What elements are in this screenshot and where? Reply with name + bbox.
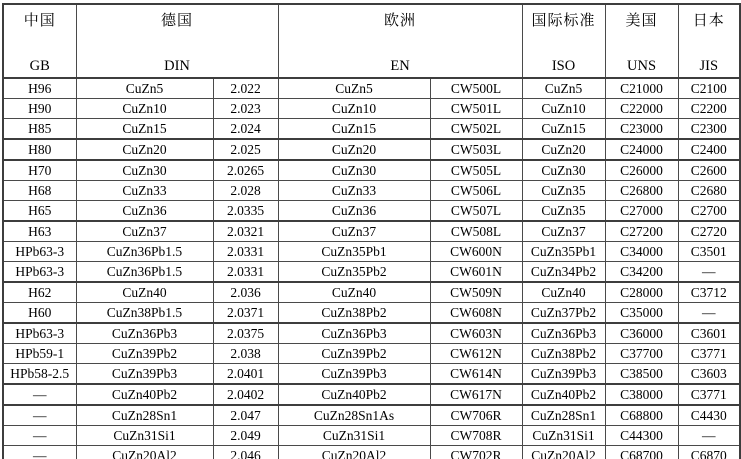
cell-jis: C2700 (678, 201, 740, 222)
header-japan-country: 日本 (692, 13, 725, 29)
cell-din-name: CuZn39Pb3 (76, 364, 213, 385)
cell-gb: — (3, 405, 76, 426)
table-row (3, 364, 740, 385)
cell-en-name: CuZn33 (278, 181, 430, 201)
cell-en-name: CuZn40 (278, 282, 430, 303)
table-row (3, 446, 740, 459)
header-iso-code: ISO (551, 58, 576, 74)
cell-iso: CuZn28Sn1 (522, 405, 605, 426)
cell-uns: C21000 (605, 78, 678, 99)
cell-din-number: 2.028 (213, 181, 278, 201)
cell-en-number: CW507L (430, 201, 522, 222)
brass-standards-table (2, 3, 741, 459)
table-row (3, 344, 740, 364)
table-row (3, 139, 740, 160)
cell-en-name: CuZn39Pb2 (278, 344, 430, 364)
cell-en-number: CW614N (430, 364, 522, 385)
cell-din-number: 2.038 (213, 344, 278, 364)
header-europe-country: 欧洲 (384, 13, 417, 29)
cell-en-number: CW506L (430, 181, 522, 201)
cell-iso: CuZn5 (522, 78, 605, 99)
cell-jis: C3601 (678, 323, 740, 344)
cell-iso: CuZn39Pb3 (522, 364, 605, 385)
cell-iso: CuZn37 (522, 221, 605, 242)
table-row (3, 201, 740, 222)
cell-iso: CuZn40Pb2 (522, 384, 605, 405)
cell-jis: — (678, 303, 740, 324)
cell-en-number: CW706R (430, 405, 522, 426)
table-row (3, 221, 740, 242)
cell-jis: C3771 (678, 384, 740, 405)
cell-en-name: CuZn28Sn1As (278, 405, 430, 426)
cell-uns: C24000 (605, 139, 678, 160)
cell-gb: HPb63-3 (3, 323, 76, 344)
cell-en-number: CW508L (430, 221, 522, 242)
cell-jis: C2680 (678, 181, 740, 201)
table-row (3, 323, 740, 344)
cell-din-name: CuZn31Si1 (76, 426, 213, 446)
cell-en-number: CW505L (430, 160, 522, 181)
cell-gb: H65 (3, 201, 76, 222)
header-usa-country: 美国 (625, 13, 658, 29)
cell-din-name: CuZn10 (76, 99, 213, 119)
cell-en-name: CuZn20 (278, 139, 430, 160)
cell-jis: C4430 (678, 405, 740, 426)
cell-en-name: CuZn15 (278, 119, 430, 140)
cell-din-name: CuZn15 (76, 119, 213, 140)
cell-jis: C2200 (678, 99, 740, 119)
cell-en-number: CW612N (430, 344, 522, 364)
cell-uns: C35000 (605, 303, 678, 324)
cell-en-name: CuZn10 (278, 99, 430, 119)
cell-jis: C2400 (678, 139, 740, 160)
header-iso (522, 4, 605, 78)
cell-din-name: CuZn5 (76, 78, 213, 99)
cell-jis: — (678, 262, 740, 283)
cell-en-name: CuZn30 (278, 160, 430, 181)
cell-iso: CuZn20 (522, 139, 605, 160)
cell-din-name: CuZn33 (76, 181, 213, 201)
cell-uns: C37700 (605, 344, 678, 364)
cell-uns: C38500 (605, 364, 678, 385)
cell-iso: CuZn30 (522, 160, 605, 181)
cell-jis: C3712 (678, 282, 740, 303)
cell-gb: H70 (3, 160, 76, 181)
cell-uns: C26000 (605, 160, 678, 181)
cell-en-number: CW502L (430, 119, 522, 140)
cell-uns: C34000 (605, 242, 678, 262)
header-usa-code: UNS (627, 58, 657, 74)
cell-din-name: CuZn20Al2 (76, 446, 213, 459)
cell-en-name: CuZn38Pb2 (278, 303, 430, 324)
cell-jis: C2100 (678, 78, 740, 99)
table-row (3, 181, 740, 201)
cell-jis: — (678, 426, 740, 446)
header-japan-code: JIS (699, 58, 719, 74)
cell-din-number: 2.0265 (213, 160, 278, 181)
table-row (3, 384, 740, 405)
cell-gb: H63 (3, 221, 76, 242)
table-body (3, 78, 740, 459)
cell-en-number: CW708R (430, 426, 522, 446)
cell-en-name: CuZn36 (278, 201, 430, 222)
header-germany (76, 4, 278, 78)
cell-jis: C2600 (678, 160, 740, 181)
cell-uns: C68700 (605, 446, 678, 459)
cell-en-name: CuZn5 (278, 78, 430, 99)
cell-din-number: 2.049 (213, 426, 278, 446)
header-europe-code: EN (390, 58, 410, 74)
cell-en-name: CuZn39Pb3 (278, 364, 430, 385)
cell-en-name: CuZn40Pb2 (278, 384, 430, 405)
cell-iso: CuZn35 (522, 181, 605, 201)
cell-uns: C27200 (605, 221, 678, 242)
cell-en-number: CW601N (430, 262, 522, 283)
table-row (3, 405, 740, 426)
table-row (3, 303, 740, 324)
cell-din-number: 2.0371 (213, 303, 278, 324)
cell-uns: C27000 (605, 201, 678, 222)
table-row (3, 426, 740, 446)
cell-uns: C28000 (605, 282, 678, 303)
cell-en-name: CuZn20Al2 (278, 446, 430, 459)
cell-gb: H60 (3, 303, 76, 324)
cell-din-name: CuZn36Pb1.5 (76, 262, 213, 283)
cell-din-name: CuZn20 (76, 139, 213, 160)
cell-gb: HPb63-3 (3, 262, 76, 283)
header-china-code: GB (29, 58, 50, 74)
cell-iso: CuZn37Pb2 (522, 303, 605, 324)
cell-din-name: CuZn37 (76, 221, 213, 242)
cell-gb: H90 (3, 99, 76, 119)
cell-en-number: CW600N (430, 242, 522, 262)
cell-din-number: 2.023 (213, 99, 278, 119)
cell-din-name: CuZn39Pb2 (76, 344, 213, 364)
header-china-country: 中国 (23, 13, 56, 29)
page (0, 3, 741, 459)
table-row (3, 160, 740, 181)
cell-iso: CuZn36Pb3 (522, 323, 605, 344)
cell-din-number: 2.025 (213, 139, 278, 160)
cell-gb: H80 (3, 139, 76, 160)
cell-gb: — (3, 426, 76, 446)
header-europe (278, 4, 522, 78)
cell-iso: CuZn31Si1 (522, 426, 605, 446)
cell-din-name: CuZn40 (76, 282, 213, 303)
cell-din-number: 2.0321 (213, 221, 278, 242)
cell-en-number: CW501L (430, 99, 522, 119)
cell-din-number: 2.024 (213, 119, 278, 140)
cell-din-number: 2.0375 (213, 323, 278, 344)
cell-uns: C38000 (605, 384, 678, 405)
cell-iso: CuZn40 (522, 282, 605, 303)
cell-iso: CuZn35 (522, 201, 605, 222)
cell-en-number: CW603N (430, 323, 522, 344)
cell-jis: C2720 (678, 221, 740, 242)
table-row (3, 119, 740, 140)
table-row (3, 282, 740, 303)
cell-jis: C6870 (678, 446, 740, 459)
header-china (3, 4, 76, 78)
cell-uns: C23000 (605, 119, 678, 140)
cell-en-number: CW617N (430, 384, 522, 405)
cell-din-number: 2.036 (213, 282, 278, 303)
cell-iso: CuZn10 (522, 99, 605, 119)
cell-din-name: CuZn38Pb1.5 (76, 303, 213, 324)
header-usa (605, 4, 678, 78)
cell-gb: H96 (3, 78, 76, 99)
cell-din-number: 2.0331 (213, 262, 278, 283)
cell-en-name: CuZn35Pb2 (278, 262, 430, 283)
cell-en-name: CuZn37 (278, 221, 430, 242)
cell-din-number: 2.0331 (213, 242, 278, 262)
cell-jis: C2300 (678, 119, 740, 140)
table-row (3, 78, 740, 99)
cell-din-number: 2.022 (213, 78, 278, 99)
cell-en-number: CW608N (430, 303, 522, 324)
cell-gb: HPb58-2.5 (3, 364, 76, 385)
cell-en-number: CW509N (430, 282, 522, 303)
cell-uns: C34200 (605, 262, 678, 283)
cell-din-name: CuZn36Pb1.5 (76, 242, 213, 262)
cell-iso: CuZn35Pb1 (522, 242, 605, 262)
table-row (3, 242, 740, 262)
cell-uns: C44300 (605, 426, 678, 446)
cell-din-number: 2.047 (213, 405, 278, 426)
cell-jis: C3771 (678, 344, 740, 364)
table-row (3, 262, 740, 283)
cell-uns: C68800 (605, 405, 678, 426)
header-row (3, 4, 740, 78)
header-germany-code: DIN (164, 58, 190, 74)
cell-gb: HPb63-3 (3, 242, 76, 262)
header-iso-country: 国际标准 (531, 13, 596, 29)
cell-din-name: CuZn36Pb3 (76, 323, 213, 344)
cell-din-name: CuZn36 (76, 201, 213, 222)
cell-gb: — (3, 384, 76, 405)
cell-en-number: CW500L (430, 78, 522, 99)
cell-uns: C26800 (605, 181, 678, 201)
cell-uns: C36000 (605, 323, 678, 344)
cell-iso: CuZn15 (522, 119, 605, 140)
cell-en-name: CuZn36Pb3 (278, 323, 430, 344)
cell-en-number: CW702R (430, 446, 522, 459)
cell-iso: CuZn34Pb2 (522, 262, 605, 283)
cell-din-number: 2.0335 (213, 201, 278, 222)
cell-gb: — (3, 446, 76, 459)
table-row (3, 99, 740, 119)
cell-din-name: CuZn30 (76, 160, 213, 181)
cell-gb: H68 (3, 181, 76, 201)
header-japan (678, 4, 740, 78)
cell-gb: HPb59-1 (3, 344, 76, 364)
cell-din-name: CuZn40Pb2 (76, 384, 213, 405)
cell-iso: CuZn20Al2 (522, 446, 605, 459)
cell-en-name: CuZn31Si1 (278, 426, 430, 446)
cell-uns: C22000 (605, 99, 678, 119)
cell-iso: CuZn38Pb2 (522, 344, 605, 364)
cell-gb: H85 (3, 119, 76, 140)
cell-jis: C3603 (678, 364, 740, 385)
cell-din-number: 2.0401 (213, 364, 278, 385)
cell-gb: H62 (3, 282, 76, 303)
header-germany-country: 德国 (161, 13, 194, 29)
cell-din-number: 2.046 (213, 446, 278, 459)
cell-en-number: CW503L (430, 139, 522, 160)
cell-din-name: CuZn28Sn1 (76, 405, 213, 426)
cell-din-number: 2.0402 (213, 384, 278, 405)
cell-jis: C3501 (678, 242, 740, 262)
cell-en-name: CuZn35Pb1 (278, 242, 430, 262)
